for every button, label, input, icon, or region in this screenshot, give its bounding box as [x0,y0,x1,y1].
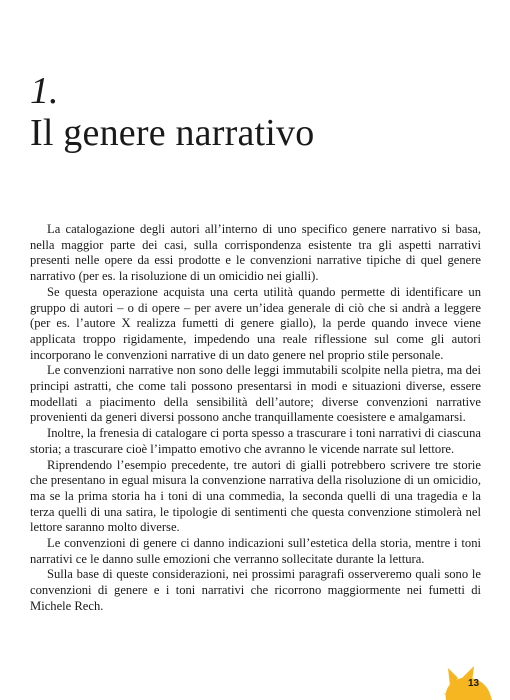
paragraph: Se questa operazione acquista una certa utilità quando permette di identificare un gruppo di autori – o di opere – per avere un’idea generale di ciò che si andrà a leggere (per es. l’autore X realizza fumetti di genere giallo), la perde quando invece viene applicata troppo rigidamente, impedendo una reale riflessione sul come gli autori incorporano le convenzioni narrative di un dato genere nel proprio stile personale. [30,284,481,362]
paragraph: La catalogazione degli autori all’interno di uno specifico genere narrativo si basa, nella maggior parte dei casi, sulla corrispondenza esistente tra gli aspetti narrativi presenti nelle opere da essi prodotte e le convenzioni narrative tipiche di quel genere narrativo (per es. la risoluzione di un omicidio nei gialli). [30,222,481,284]
chapter-title: Il genere narrativo [30,112,315,154]
paragraph: Inoltre, la frenesia di catalogare ci porta spesso a trascurare i toni narrativi di ciascuna storia; a trascurare cioè l’impatto emotivo che avranno le vicende narrate sul lettore. [30,426,481,456]
paragraph: Le convenzioni narrative non sono delle leggi immutabili scolpite nella pietra, ma dei principi astratti, che come tali possono presentarsi in modi e situazioni diverse, essere modellati a piacimento della sensibilità dell’autore; diverse convenzioni narrative provenienti da generi diversi possono anche tranquillamente coesistere e amalgamarsi. [30,363,481,425]
paragraph: Le convenzioni di genere ci danno indicazioni sull’estetica della storia, mentre i toni narrativi ce le danno sulle emozioni che verranno sollecitate durante la lettura. [30,536,481,566]
page-number: 13 [468,678,480,689]
paragraph: Sulla base di queste considerazioni, nei prossimi paragrafi osserveremo quali sono le convenzioni di genere e i toni narrativi che ricorrono maggiormente nei fumetti di Michele Rech. [30,567,481,613]
paragraph: Riprendendo l’esempio precedente, tre autori di gialli potrebbero scrivere tre storie che presentano in egual misura la convenzione narrativa della risoluzione di un omicidio, ma se la prima storia ha i toni di una commedia, la seconda quelli di una tragedia e la terza quelli di una satira, le tipologie di sentimenti che questa convenzione stimolerà nel lettore saranno molto diverse. [30,457,481,535]
chapter-number: 1. [30,70,59,112]
body-text [30,222,481,615]
